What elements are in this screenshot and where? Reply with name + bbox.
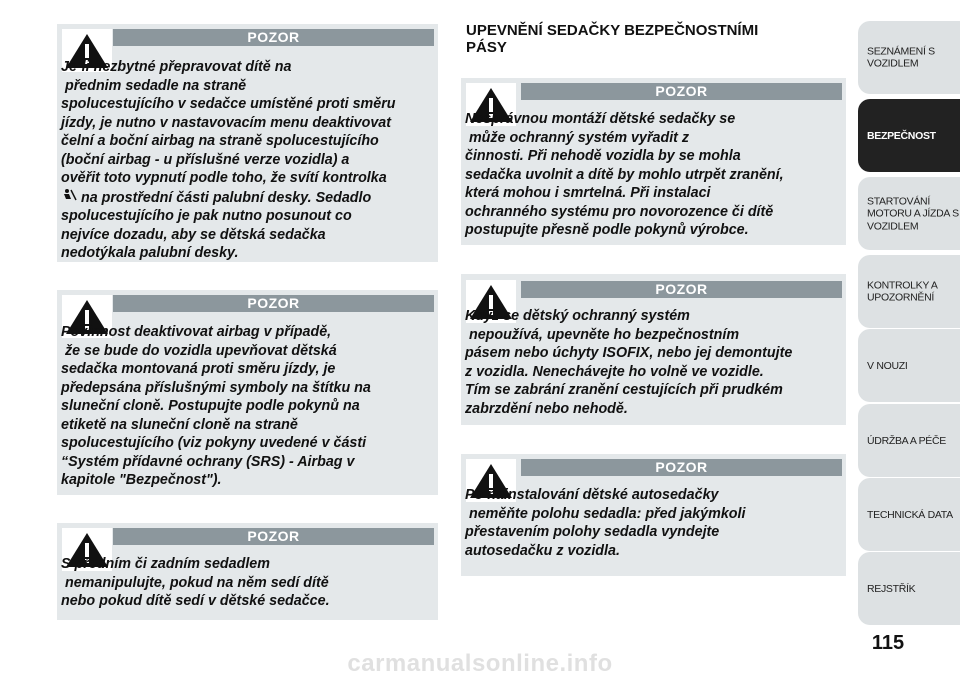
warning-box-5	[461, 274, 846, 425]
warning-text: Nesprávnou montáží dětské sedačky se může ochranný systém vyřadit z činnosti. Při nehodě vozidla by se mohla sedačka uvolnit a dítě by mohlo utrpět zranění, která mohou i smrtelná. Při instalaci ochranného systému pro novorozence či dítě postupujte přesně podle pokynů výrobce.	[465, 111, 784, 238]
warning-box-1	[57, 24, 438, 262]
tab-kontrolky[interactable]	[858, 255, 960, 328]
tab-bezpecnost[interactable]	[858, 99, 960, 172]
warning-box-3	[57, 523, 438, 620]
page-number: 115	[871, 632, 905, 654]
tab-udrzba[interactable]	[858, 404, 960, 477]
warning-text: S předním či zadním sedadlem nemanipulujte, pokud na něm sedí dítě nebo pokud dítě sedí v dětské sedačce.	[61, 556, 330, 609]
warning-header: POZOR	[521, 459, 842, 476]
warning-header: POZOR	[521, 281, 842, 298]
tab-label: ÚDRŽBA A PÉČE	[867, 434, 946, 447]
warning-text: Když se dětský ochranný systém nepoužívá, upevněte ho bezpečnostním pásem nebo úchyty ISOFIX, nebo jej demontujte z vozidla. Nenechávejte ho volně ve vozidle. Tím se zabrání zranění cestujících při prudkém zabrzdění nebo nehodě.	[465, 308, 793, 417]
tab-label: KONTROLKY A UPOZORNĚNÍ	[867, 279, 938, 304]
tab-rejstrik[interactable]	[858, 552, 960, 625]
warning-box-4	[461, 78, 846, 245]
warning-text: Po nainstalování dětské autosedačky neměňte polohu sedadla: před jakýmkoli přestavením polohy sedadla vyndejte autosedačku z vozidla.	[465, 487, 746, 559]
tab-startovani[interactable]	[858, 177, 960, 250]
warning-box-6	[461, 454, 846, 576]
airbag-off-icon	[61, 188, 77, 202]
warning-header: POZOR	[113, 29, 434, 46]
tab-label: REJSTŘÍK	[867, 582, 916, 595]
warning-header: POZOR	[113, 295, 434, 312]
tab-label: SEZNÁMENÍ S VOZIDLEM	[867, 45, 935, 70]
tab-technicka-data[interactable]	[858, 478, 960, 551]
warning-text: Povinnost deaktivovat airbag v případě, že se bude do vozidla upevňovat dětská sedačka montovaná proti směru jízdy, je předepsána příslušnými symboly na štítku na sluneční cloně. Postupujte podle pokynů na etiketě na sluneční cloně na straně spolucestujícího (viz pokyny uvedené v části “Systém přídavné ochrany (SRS) - Airbag v kapitole "Bezpečnost").	[61, 324, 371, 488]
warning-text-part-1: Je-li nezbytné přepravovat dítě na přednim sedadle na straně spolucestujícího v sedačce umístěné proti směru jízdy, je nutno v nastavovacím menu deaktivovat čelní a boční airbag na straně spolucestujícího (boční airbag - u příslušné verze vozidla) a ověřit toto vypnutí podle toho, že svítí kontrolka	[61, 59, 396, 186]
warning-header: POZOR	[521, 83, 842, 100]
warning-text-part-2: na prostřední části palubní desky. Sedadlo spolucestujícího je pak nutno posunout co nejvíce dozadu, aby se dětská sedačka nedotýkala palubní desky.	[61, 189, 372, 261]
tab-v-nouzi[interactable]	[858, 329, 960, 402]
section-title: UPEVNĚNÍ SEDAČKY BEZPEČNOSTNÍMI PÁSY	[466, 22, 759, 56]
tab-label: TECHNICKÁ DATA	[867, 508, 953, 521]
warning-text	[61, 58, 396, 263]
tab-label: BEZPEČNOST	[867, 129, 936, 142]
tab-label: V NOUZI	[867, 359, 908, 372]
tab-label: STARTOVÁNÍ MOTORU A JÍZDA S VOZIDLEM	[867, 194, 959, 232]
warning-box-2	[57, 290, 438, 495]
warning-header: POZOR	[113, 528, 434, 545]
tab-seznameni[interactable]	[858, 21, 960, 94]
watermark: carmanualsonline.info	[347, 650, 613, 677]
